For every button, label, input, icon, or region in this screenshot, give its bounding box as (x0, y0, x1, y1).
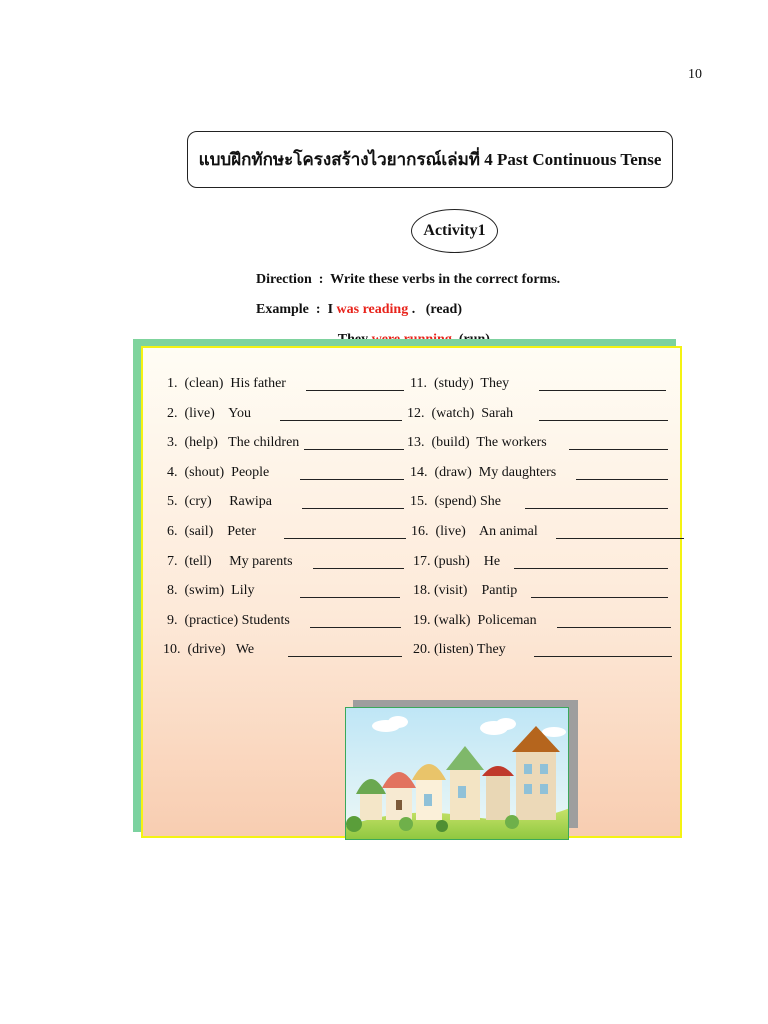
example-rest: . (read) (408, 302, 463, 317)
worksheet-title: แบบฝึกทักษะโครงสร้างไวยากรณ์เล่มที่ 4 Past Continuous Tense (198, 150, 662, 169)
exercise-item-text: 8. (swim) Lily (167, 583, 255, 599)
exercise-item-text: 10. (drive) We (163, 642, 255, 658)
page-number: 10 (688, 67, 702, 82)
answer-blank[interactable] (313, 556, 404, 569)
answer-blank[interactable] (531, 585, 668, 598)
exercise-item (407, 435, 547, 451)
answer-blank[interactable] (539, 408, 668, 421)
exercise-item (413, 613, 537, 629)
answer-blank[interactable] (306, 378, 404, 391)
answer-blank[interactable] (280, 408, 402, 421)
answer-blank[interactable] (556, 526, 684, 539)
exercise-item (167, 494, 272, 510)
exercise-item (167, 554, 293, 570)
exercise-item (410, 494, 501, 510)
exercise-item-text: 12. (watch) Sarah (407, 405, 514, 421)
answer-blank[interactable] (534, 644, 672, 657)
answer-blank[interactable] (539, 378, 666, 391)
exercise-item (410, 465, 556, 481)
activity-label: Activity1 (423, 222, 486, 239)
exercise-item-text: 6. (sail) Peter (167, 524, 257, 539)
exercise-item (167, 406, 251, 422)
exercise-item (411, 524, 538, 540)
exercise-item-text: 15. (spend) She (410, 494, 501, 510)
exercise-item-text: 4. (shout) People (167, 464, 270, 480)
exercise-item (413, 554, 500, 570)
answer-blank[interactable] (525, 496, 668, 509)
answer-blank[interactable] (569, 437, 668, 450)
exercise-item-text: 20. (listen) They (413, 642, 506, 658)
exercise-item-text: 16. (live) An animal (411, 524, 538, 539)
exercise-item (410, 376, 509, 392)
exercise-item (413, 583, 517, 599)
direction-text: Write these verbs in the correct forms. (330, 272, 561, 287)
answer-blank[interactable] (557, 615, 671, 628)
example-line-1 (249, 286, 462, 318)
answer-blank[interactable] (310, 615, 401, 628)
exercise-item-text: 7. (tell) My parents (167, 553, 293, 569)
answer-blank[interactable] (576, 467, 668, 480)
exercise-item (167, 524, 256, 540)
answer-blank[interactable] (304, 437, 404, 450)
exercise-item-text: 14. (draw) My daughters (410, 464, 557, 480)
direction-label: Direction : (256, 272, 324, 287)
exercise-item-text: 18. (visit) Pantip (413, 583, 518, 599)
activity-oval (411, 209, 498, 253)
example-subject: I (327, 302, 334, 317)
answer-blank[interactable] (300, 585, 400, 598)
cartoon-village-illustration (345, 707, 569, 840)
exercise-item-text: 11. (study) They (410, 376, 510, 391)
exercise-item (163, 642, 254, 658)
answer-blank[interactable] (288, 644, 402, 657)
example-label: Example : (256, 302, 321, 317)
exercise-item-text: 1. (clean) His father (167, 376, 286, 391)
exercise-item-text: 9. (practice) Students (167, 612, 290, 628)
title-box (187, 131, 673, 188)
exercise-item-text: 3. (help) The children (167, 435, 300, 451)
exercise-item (167, 465, 269, 481)
answer-blank[interactable] (514, 556, 668, 569)
exercise-item-text: 17. (push) He (413, 553, 501, 569)
exercise-item (167, 613, 290, 629)
answer-blank[interactable] (300, 467, 404, 480)
exercise-item (167, 435, 299, 451)
exercise-item (407, 406, 513, 422)
example-answer: was reading (336, 302, 409, 317)
exercise-item (413, 642, 506, 658)
exercise-item-text: 19. (walk) Policeman (413, 612, 537, 628)
exercise-item (167, 376, 286, 392)
exercise-item (167, 583, 255, 599)
answer-blank[interactable] (284, 526, 406, 539)
exercise-item-text: 13. (build) The workers (407, 435, 547, 451)
direction-line (249, 256, 560, 288)
exercise-item-text: 5. (cry) Rawipa (167, 494, 272, 510)
answer-blank[interactable] (302, 496, 404, 509)
exercise-item-text: 2. (live) You (167, 405, 252, 421)
